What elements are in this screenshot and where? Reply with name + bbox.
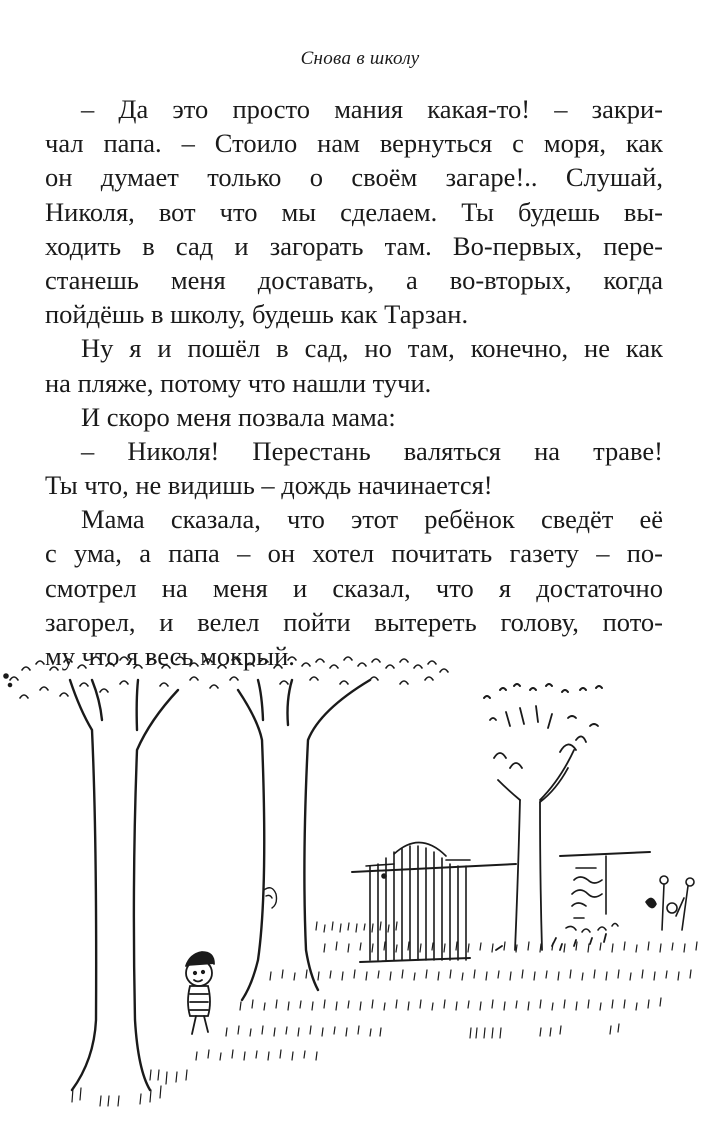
body-text — [45, 92, 663, 673]
text-line: – Николя! Перестань валяться на траве! — [81, 435, 663, 466]
text-line: он думает только о своём загаре!.. Слушай, — [45, 162, 663, 193]
grass — [72, 922, 697, 1106]
text-line: смотрел на меня и сказал, что я достаточно — [45, 572, 663, 603]
tree-trunk-left — [70, 680, 178, 1090]
text-line: И скоро меня позвала мама: — [81, 401, 396, 432]
text-line: чал папа. – Стоило нам вернуться с моря, как — [45, 128, 663, 159]
text-line: с ума, а папа – он хотел почитать газету – по- — [45, 538, 663, 569]
text-line: на пляже, потому что нашли тучи. — [45, 367, 432, 398]
stone-wall — [560, 852, 650, 932]
text-line: пойдёшь в школу, будешь как Тарзан. — [45, 299, 469, 330]
garden-gate — [352, 842, 516, 962]
boy-figure — [186, 952, 214, 1034]
running-head: Снова в школу — [300, 48, 420, 69]
text-line: Ну я и пошёл в сад, но там, конечно, не как — [81, 333, 663, 364]
flowers — [646, 876, 694, 930]
tree-trunk-middle — [238, 680, 370, 1000]
canopy-foliage — [4, 657, 448, 698]
text-line: Ты что, не видишь – дождь начинается! — [45, 470, 493, 501]
text-line: – Да это просто мания какая-то! – закри- — [81, 94, 663, 124]
text-line: му что я весь мокрый. — [45, 641, 295, 671]
text-line: Николя, вот что мы сделаем. Ты будешь вы- — [45, 196, 663, 227]
text-line: станешь меня доставать, а во-вторых, когда — [45, 264, 663, 295]
text-line: загорел, и велел пойти вытереть голову, пото- — [45, 606, 663, 637]
small-tree — [484, 684, 606, 950]
text-line: ходить в сад и загорать там. Во-первых, пере- — [45, 230, 663, 261]
garden-illustration — [0, 640, 720, 1120]
text-line: Мама сказала, что этот ребёнок сведёт её — [81, 504, 663, 535]
